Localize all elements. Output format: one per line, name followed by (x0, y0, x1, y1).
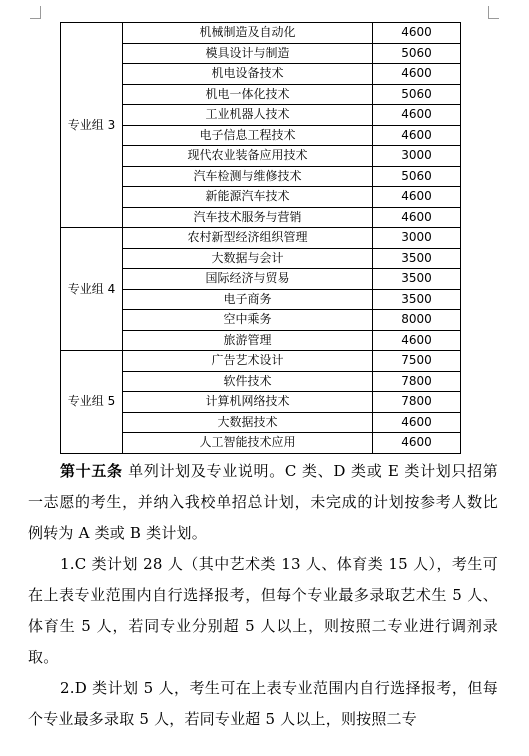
fee-cell: 4600 (373, 23, 461, 44)
fee-cell: 3500 (373, 269, 461, 290)
major-name-cell: 人工智能技术应用 (123, 433, 373, 454)
major-name-cell: 现代农业装备应用技术 (123, 146, 373, 167)
major-name-cell: 汽车技术服务与营销 (123, 207, 373, 228)
major-name-cell: 工业机器人技术 (123, 105, 373, 126)
major-name-cell: 大数据与会计 (123, 248, 373, 269)
fee-cell: 4600 (373, 412, 461, 433)
fee-cell: 5060 (373, 166, 461, 187)
fee-cell: 4600 (373, 330, 461, 351)
fee-cell: 3500 (373, 289, 461, 310)
fee-cell: 3500 (373, 248, 461, 269)
fee-cell: 7500 (373, 351, 461, 372)
group-name-cell: 专业组 3 (61, 23, 123, 228)
fee-cell: 4600 (373, 187, 461, 208)
major-name-cell: 旅游管理 (123, 330, 373, 351)
major-name-cell: 广告艺术设计 (123, 351, 373, 372)
major-name-cell: 软件技术 (123, 371, 373, 392)
table-row (61, 351, 461, 372)
major-name-cell: 机电设备技术 (123, 64, 373, 85)
article-heading: 第十五条 (60, 462, 123, 480)
major-name-cell: 机电一体化技术 (123, 84, 373, 105)
fee-cell: 4600 (373, 105, 461, 126)
fee-cell: 4600 (373, 125, 461, 146)
article-paragraph-15-body: 单列计划及专业说明。C 类、D 类或 E 类计划只招第一志愿的考生，并纳入我校单招总计划，未完成的计划按参考人数比例转为 A 类或 B 类计划。 (28, 462, 498, 542)
fee-cell: 5060 (373, 84, 461, 105)
major-name-cell: 机械制造及自动化 (123, 23, 373, 44)
article-paragraph-15 (28, 456, 498, 549)
article-item-c-plan: 1.C 类计划 28 人（其中艺术类 13 人、体育类 15 人），考生可在上表专业范围内自行选择报考，但每个专业最多录取艺术生 5 人、体育生 5 人，若同专业分别超 5 人以上，则按照二专业进行调剂录取。 (28, 555, 498, 666)
article-text (28, 456, 498, 735)
page-corner-mark-left (30, 6, 41, 19)
major-name-cell: 计算机网络技术 (123, 392, 373, 413)
fee-cell: 8000 (373, 310, 461, 331)
major-name-cell: 汽车检测与维修技术 (123, 166, 373, 187)
major-name-cell: 农村新型经济组织管理 (123, 228, 373, 249)
major-name-cell: 模具设计与制造 (123, 43, 373, 64)
major-fee-table-body (61, 23, 461, 454)
page-corner-mark-right (488, 6, 499, 19)
table-row (61, 23, 461, 44)
major-name-cell: 国际经济与贸易 (123, 269, 373, 290)
article-item-d-plan: 2.D 类计划 5 人，考生可在上表专业范围内自行选择报考，但每个专业最多录取 5 人，若同专业超 5 人以上，则按照二专 (28, 679, 498, 728)
major-name-cell: 电子信息工程技术 (123, 125, 373, 146)
fee-cell: 3000 (373, 146, 461, 167)
fee-cell: 7800 (373, 371, 461, 392)
major-fee-table (60, 22, 461, 454)
fee-cell: 3000 (373, 228, 461, 249)
major-name-cell: 空中乘务 (123, 310, 373, 331)
major-name-cell: 大数据技术 (123, 412, 373, 433)
group-name-cell: 专业组 5 (61, 351, 123, 454)
group-name-cell: 专业组 4 (61, 228, 123, 351)
fee-cell: 4600 (373, 433, 461, 454)
major-name-cell: 电子商务 (123, 289, 373, 310)
fee-cell: 4600 (373, 207, 461, 228)
fee-cell: 4600 (373, 64, 461, 85)
major-name-cell: 新能源汽车技术 (123, 187, 373, 208)
fee-cell: 5060 (373, 43, 461, 64)
fee-cell: 7800 (373, 392, 461, 413)
table-row (61, 228, 461, 249)
